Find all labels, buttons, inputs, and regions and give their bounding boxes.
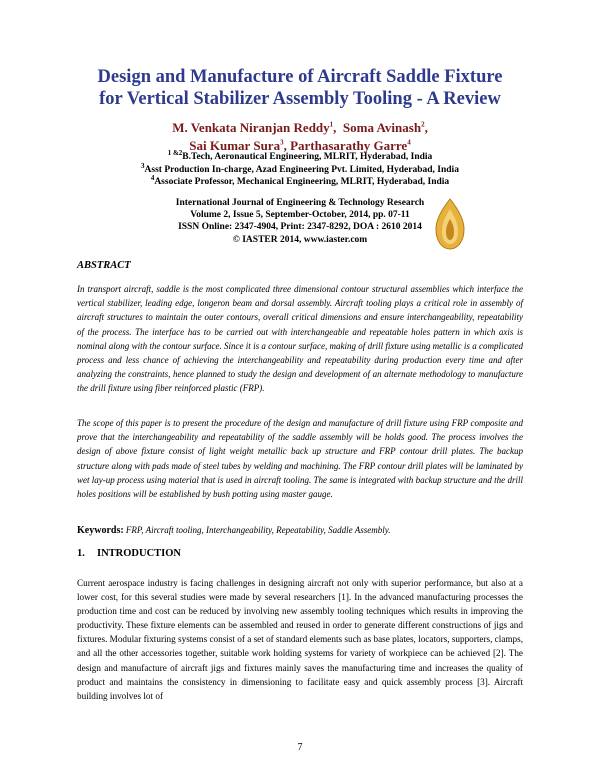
keywords-text: FRP, Aircraft tooling, Interchangeability, Repeatability, Saddle Assembly. [125,525,391,535]
title-line-2: for Vertical Stabilizer Assembly Tooling - A Review [99,89,501,109]
section-heading-introduction [77,548,181,559]
keywords-label: Keywords: [77,525,124,536]
author-2: Soma Avinash [342,120,422,135]
section-number: 1. [77,548,85,559]
journal-info [140,197,460,246]
affiliation-1 [60,148,540,164]
author-list [60,119,540,155]
affiliation-3 [60,173,540,189]
affiliation-1-sup: 1 &2 [167,148,183,157]
affiliations [60,148,540,189]
author-4: Parthasarathy Garre [290,138,408,153]
abstract-paragraph-1: In transport aircraft, saddle is the most complicated three dimensional contour structural assemblies which interface the vertical stabilizer, leading edge, longeron beam and dorsal assembly. Aircraft tooling plays a critical role in assembly of aircraft structures to maintain the outer contours, overall critical dimensions and ensure interchangeability, repeatability of the process. The interface has to be carried out with interchangeable and repeatable holes pattern in which axis is nominal along with the contour surface. Since it is a contour surface, making of drill fixture using metallic is a complicated process and less chance of achieving the interchangeability and repeatability during production every time and after analyzing the constraints, hence planned to study the design and development of an alternate methodology to manufacture the drill fixture using fiber reinforced plastic (FRP). [77,284,523,394]
introduction-body: Current aerospace industry is facing challenges in designing aircraft not only with superior performance, but also at a lower cost, for this several studies were made by several researchers [1]. In the advanced manufacturing processes the production time and cost can be reduced by involving new assembly tooling techniques which results in improving the productivity. These fixture elements can be assembled and reused in order to generate different constructions of jigs and fixtures. Modular fixturing systems consist of a set of standard elements such as base plates, locators, supporters, clamps, and all the other accessories together, suitable work holding systems for variety of workpiece can be achieved [2]. The design and manufacture of aircraft jigs and fixtures mainly saves the manufacturing time and increases the quality of product and maintains the consistency in dimensioning to facilitate easy and quick assembly process [3]. Aircraft building involves lot of [77,578,524,701]
author-2-sup: 2 [421,120,425,129]
affiliation-2-text: Asst Production In-charge, Azad Engineering Pvt. Limited, Hyderabad, India [144,164,459,175]
abstract-heading: ABSTRACT [77,260,131,271]
paper-title [60,66,540,110]
affiliation-3-text: Associate Professor, Mechanical Engineering, MLRIT, Hyderabad, India [154,177,450,187]
iaster-logo-icon [428,195,472,253]
journal-issn: ISSN Online: 2347-4904, Print: 2347-8292, DOA : 2610 2014 [178,222,422,233]
author-4-sup: 4 [407,138,411,147]
author-3-sup: 3 [280,138,284,147]
authors-line-1: M. Venkata Niranjan Reddy$^1$, Soma Avinash$^2$, [172,120,428,135]
journal-volume: Volume 2, Issue 5, September-October, 2014, pp. 07-11 [190,210,410,221]
author-3: Sai Kumar Sura [189,138,281,153]
title-line-1: Design and Manufacture of Aircraft Saddle Fixture [97,67,503,87]
affiliation-2-sup: 3 [141,161,145,170]
journal-name: International Journal of Engineering & Technology Research [175,198,425,208]
section-title: INTRODUCTION [97,548,182,559]
keywords [77,524,523,537]
affiliation-2 [60,161,540,177]
journal-copyright: © IASTER 2014, www.iaster.com [232,234,368,245]
author-1-sup: 1 [329,120,334,129]
author-1: M. Venkata Niranjan Reddy [172,120,330,135]
abstract-paragraph-2: The scope of this paper is to present the procedure of the design and manufacture of drill fixture using FRP composite and prove that the interchangeability and repeatability of the saddle assembly will be holds good. The process involves the design of above fixture consist of light weight metallic back up structure and FRP contour drill plates. The backup structure along with pads made of steel tubes by welding and machining. The FRP contour drill plates will be laminated by wet lay-up process using material that is used in aircraft tooling. The same is integrated with backup structure and the drill holes positions will be established by bush potting using master gauge. [77,418,523,500]
page-number: 7 [297,742,303,753]
affiliation-1-text: B.Tech, Aeronautical Engineering, MLRIT, Hyderabad, India [182,152,433,162]
authors-line-2: Sai Kumar Sura$^3$, Parthasarathy Garre$^4$ [189,138,411,153]
affiliation-3-sup: 4 [150,173,155,182]
